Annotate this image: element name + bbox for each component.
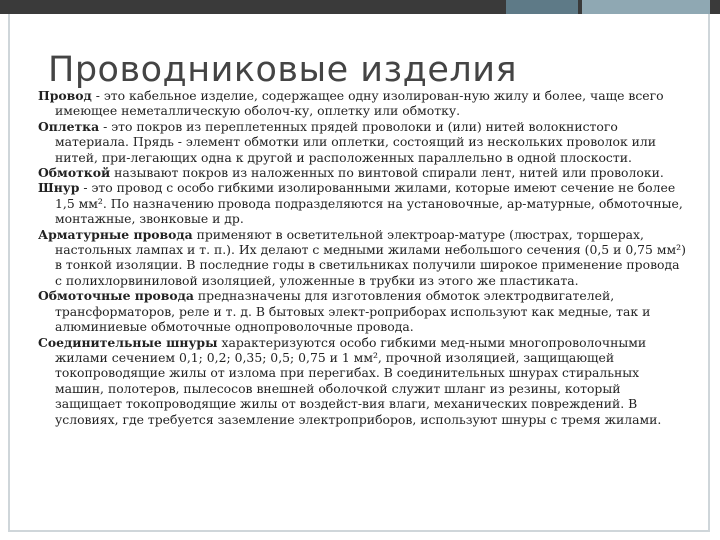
definition-winding-wires: предназначены для изготовления обмоток электродвигателей, трансформаторов, реле и т. д. В бытовых элект-роприборах используют как медные, так и алюминиевые обмоточные однопроволочные провода. [55,288,651,335]
definition-winding: называют покров из наложенных по винтовой спирали лент, нитей или проволоки. [110,165,664,181]
paragraph-fixture-wires [38,227,688,289]
term-winding-wires: Обмоточные провода [38,288,194,304]
definition-braid: - это покров из переплетенных прядей проволоки и (или) нитей волокнистого материала. Прядь - элемент обмотки или оплетки, состоящий из нескольких проволок или нитей, при-легающих одна к другой и расположенных параллельно в одной плоскости. [55,118,657,165]
definition-fixture-wires: применяют в осветительной электроар-матуре (люстрах, торшерах, настольных лампах и т. п.). Их делают с медными жилами небольшого сечения (0,5 и 0,75 мм²) в тонкой изоляции. В последние годы в светильниках получили широкое применение провода с полихлорвиниловой изоляцией, уложенные в трубки из этого же пластиката. [55,226,686,288]
top-decor-bar [0,0,720,14]
paragraph-winding [38,165,688,180]
term-cord: Шнур [38,180,80,196]
paragraph-cord [38,180,688,226]
definition-wire: - это кабельное изделие, содержащее одну изолирован-ную жилу и более, чаще всего имеющее неметаллическую оболоч-ку, оплетку или обмотку. [55,88,664,119]
term-braid: Оплетка [38,118,100,134]
slide-body [38,88,688,427]
top-accent-light [582,0,710,14]
paragraph-connecting-cords [38,335,688,427]
term-winding: Обмоткой [38,165,111,181]
term-fixture-wires: Арматурные провода [38,226,193,242]
term-connecting-cords: Соединительные шнуры [38,334,218,350]
paragraph-braid [38,119,688,165]
paragraph-winding-wires [38,288,688,334]
term-wire: Провод [38,88,92,103]
slide-title: Проводниковые изделия [48,50,518,90]
definition-cord: - это провод с особо гибкими изолированными жилами, которые имеют сечение не более 1,5 мм². По назначению провода подразделяются на установочные, ар-матурные, обмоточные, монтажные, звонковые и др. [55,180,683,227]
definition-connecting-cords: характеризуются особо гибкими мед-ными многопроволочными жилами сечением 0,1; 0,2; 0,35; 0,5; 0,75 и 1 мм², прочной изоляцией, защищающей токопроводящие жилы от излома при перегибах. В соединительных шнурах стиральных машин, полотеров, пылесосов внешней оболочкой служит шланг из резины, который защищает токопроводящие жилы от воздейст-вия влаги, механических повреждений. В условиях, где требуется заземление электроприборов, используют шнуры с тремя жилами. [55,334,662,427]
paragraph-wire [38,88,688,119]
top-accent-dark [506,0,578,14]
